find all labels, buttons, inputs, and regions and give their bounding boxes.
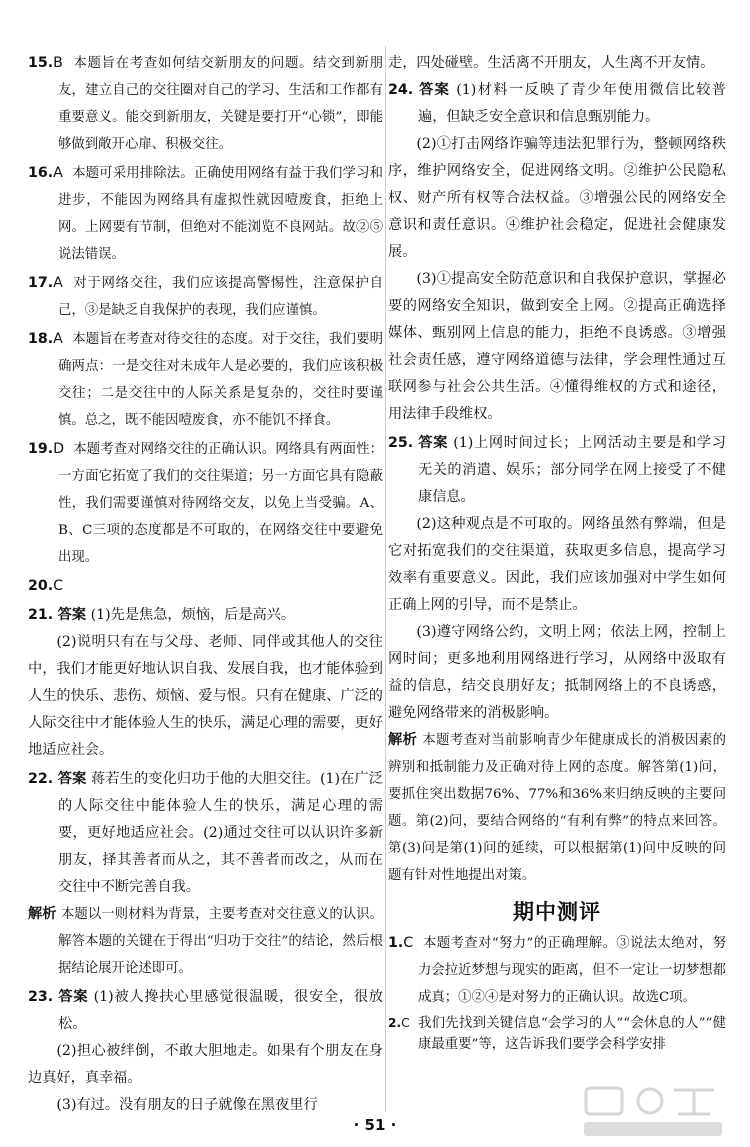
answer-item-15 [28, 50, 383, 158]
answer-item-23 [28, 984, 383, 1114]
answer-explanation: 本题以一则材料为背景，主要考查对交往意义的认识。解答本题的关键在于得出“归功于交往”的结论，然后根据结论展开论述即可。 [58, 907, 383, 976]
answer-explanation: 本题考查对当前影响青少年健康成长的消极因素的辨别和抵制能力及正确对待上网的态度。解答第(1)问，要抓住突出数据76%、77%和36%来归纳反映的主要问题。第(2)问，要结合网络的“有利有弊”的特点来回答。第(3)问是第(1)问的延续，可以根据第(1)问中反映的问题有针对性地提出对策。 [388, 733, 726, 883]
answer-item-19 [28, 436, 383, 571]
item-number: 21. [28, 607, 54, 623]
answer-explanation: 本题可采用排除法。正确使用网络有益于我们学习和进步，不能因为网络具有虚拟性就因噎废食，拒绝上网。上网要有节制，但绝对不能浏览不良网站。故②⑤说法错误。 [58, 166, 383, 262]
item-number: 17. [28, 275, 54, 291]
watermark-logo [578, 1082, 728, 1142]
answer-item-21 [28, 602, 383, 764]
item-number: 22. [28, 771, 54, 787]
explanation-label: 解析 [388, 732, 418, 748]
item-number: 23. [28, 989, 54, 1005]
item-number: 25. [388, 435, 414, 451]
item-number: 15. [28, 55, 54, 71]
answer-part-2: (2)说明只有在与父母、老师、同伴或其他人的交往中，我们才能更好地认识自我、发展自我，也才能体验到人生的快乐、悲伤、烦恼、爱与恨。只有在健康、广泛的人际交往中才能体验人生的快乐，满足心理的需要，更好地适应社会。 [28, 634, 383, 758]
answer-explanation: 本题旨在考查如何结交新朋友的问题。结交到新朋友，建立自己的交往圈对自己的学习、生活和工作都有重要意义。能交到新朋友，关键是要打开“心锁”，即能够做到敞开心扉、积极交往。 [58, 56, 384, 152]
answer-part-3: (3)①提高安全防范意识和自我保护意识，掌握必要的网络安全知识，做到安全上网。②提高正确选择媒体、甄别网上信息的能力，拒绝不良诱惑。③增强社会责任感，遵守网络道德与法律，学会理性通过互联网参与社会公共生活。④懂得维权的方式和途径，用法律手段维权。 [388, 271, 726, 422]
answer-item-22 [28, 766, 383, 982]
answer-item-20 [28, 573, 383, 600]
explanation-label: 解析 [28, 906, 57, 922]
answer-choice: B [53, 55, 63, 71]
answer-label: 答案 [57, 771, 87, 787]
right-column [388, 50, 726, 1057]
item-number: 2. [388, 1016, 402, 1030]
answer-item-24 [388, 77, 726, 428]
column-divider [385, 46, 386, 1112]
answer-label: 答案 [57, 607, 87, 623]
answer-part-2: (2)担心被绊倒，不敢大胆地走。如果有个朋友在身边真好，真幸福。 [28, 1043, 383, 1086]
answer-label: 答案 [419, 82, 451, 98]
answer-choice: C [401, 1016, 410, 1030]
answer-item-16 [28, 160, 383, 268]
answer-label: 答案 [418, 435, 449, 451]
item-number: 16. [28, 165, 54, 181]
answer-part-1: 蒋若生的变化归功于他的大胆交往。(1)在广泛的人际交往中能体验人生的快乐，满足心理的需要，更好地适应社会。(2)通过交往可以认识许多新朋友，择其善者而从之，其不善者而改之，从而在交往中不断完善自我。 [58, 771, 383, 895]
answer-explanation: 本题旨在考查对待交往的态度。对于交往，我们要明确两点：一是交往对未成年人是必要的，我们应该积极交往；二是交往中的人际关系是复杂的，交往时要谨慎。总之，既不能因噎废食，亦不能饥不择食。 [58, 332, 383, 428]
answer-part-2: (2)这种观点是不可取的。网络虽然有弊端，但是它对拓宽我们的交往渠道，获取更多信息，提高学习效率有重要意义。因此，我们应该加强对中学生如何正确上网的引导，而不是禁止。 [388, 516, 726, 613]
item-number: 24. [388, 82, 414, 98]
answer-part-1: (1)先是焦急，烦恼，后是高兴。 [90, 607, 296, 623]
answer-item-17 [28, 270, 383, 324]
item-number: 1. [388, 935, 404, 951]
answer-item-23-continued: 走，四处碰壁。生活离不开朋友，人生离不开友情。 [388, 55, 715, 71]
item-number: 18. [28, 331, 54, 347]
answer-choice: A [53, 275, 63, 291]
answer-choice: A [53, 331, 63, 347]
midterm-item-1 [388, 930, 726, 1011]
answer-explanation: 我们先找到关键信息“会学习的人”“会休息的人”“健康最重要”等，这告诉我们要学会科学安排 [417, 1016, 726, 1052]
answer-explanation: 本题考查对网络交往的正确认识。网络具有两面性：一方面它拓宽了我们的交往渠道；另一方面它具有隐蔽性，我们需要谨慎对待网络交友，以免上当受骗。A、B、C三项的态度都是不可取的，在网络交往中要避免出现。 [58, 442, 383, 565]
left-column [28, 50, 383, 1116]
answer-choice: A [53, 165, 63, 181]
answer-label: 答案 [58, 989, 89, 1005]
answer-choice: C [403, 935, 414, 951]
page-number: · 51 · [353, 1116, 397, 1134]
item-number: 19. [28, 441, 54, 457]
item-number: 20. [28, 578, 54, 594]
answer-part-1: (1)被人搀扶心里感觉很温暖，很安全，很放松。 [58, 989, 383, 1032]
answer-part-3: (3)遵守网络公约，文明上网；依法上网，控制上网时间；更多地利用网络进行学习，从网络中汲取有益的信息，结交良朋好友；抵制网络上的不良诱惑，避免网络带来的消极影响。 [388, 624, 726, 721]
answer-part-3: (3)有过。没有朋友的日子就像在黑夜里行 [56, 1097, 318, 1113]
answer-choice: C [53, 578, 64, 594]
answer-item-25 [388, 430, 726, 889]
answer-choice: D [53, 441, 65, 457]
section-title: 期中测评 [513, 900, 601, 924]
answer-item-18 [28, 326, 383, 434]
answer-part-1: (1)材料一反映了青少年使用微信比较普遍，但缺乏安全意识和信息甄别能力。 [418, 82, 726, 125]
midterm-item-2 [388, 1013, 726, 1055]
answer-part-1: (1)上网时间过长；上网活动主要是和学习无关的消遣、娱乐；部分同学在网上接受了不健康信息。 [418, 435, 726, 505]
answer-part-2: (2)①打击网络诈骗等违法犯罪行为，整顿网络秩序，维护网络安全，促进网络文明。②维护公民隐私权、财产所有权等合法权益。③增强公民的网络安全意识和责任意识。④维护社会稳定，促进社会健康发展。 [388, 136, 726, 260]
answer-explanation: 本题考查对“努力”的正确理解。③说法太绝对，努力会拉近梦想与现实的距离，但不一定让一切梦想都成真；①②④是对努力的正确认识。故选C项。 [418, 936, 726, 1005]
answer-explanation: 对于网络交往，我们应该提高警惕性，注意保护自己，③是缺乏自我保护的表现，我们应谨慎。 [58, 276, 383, 318]
